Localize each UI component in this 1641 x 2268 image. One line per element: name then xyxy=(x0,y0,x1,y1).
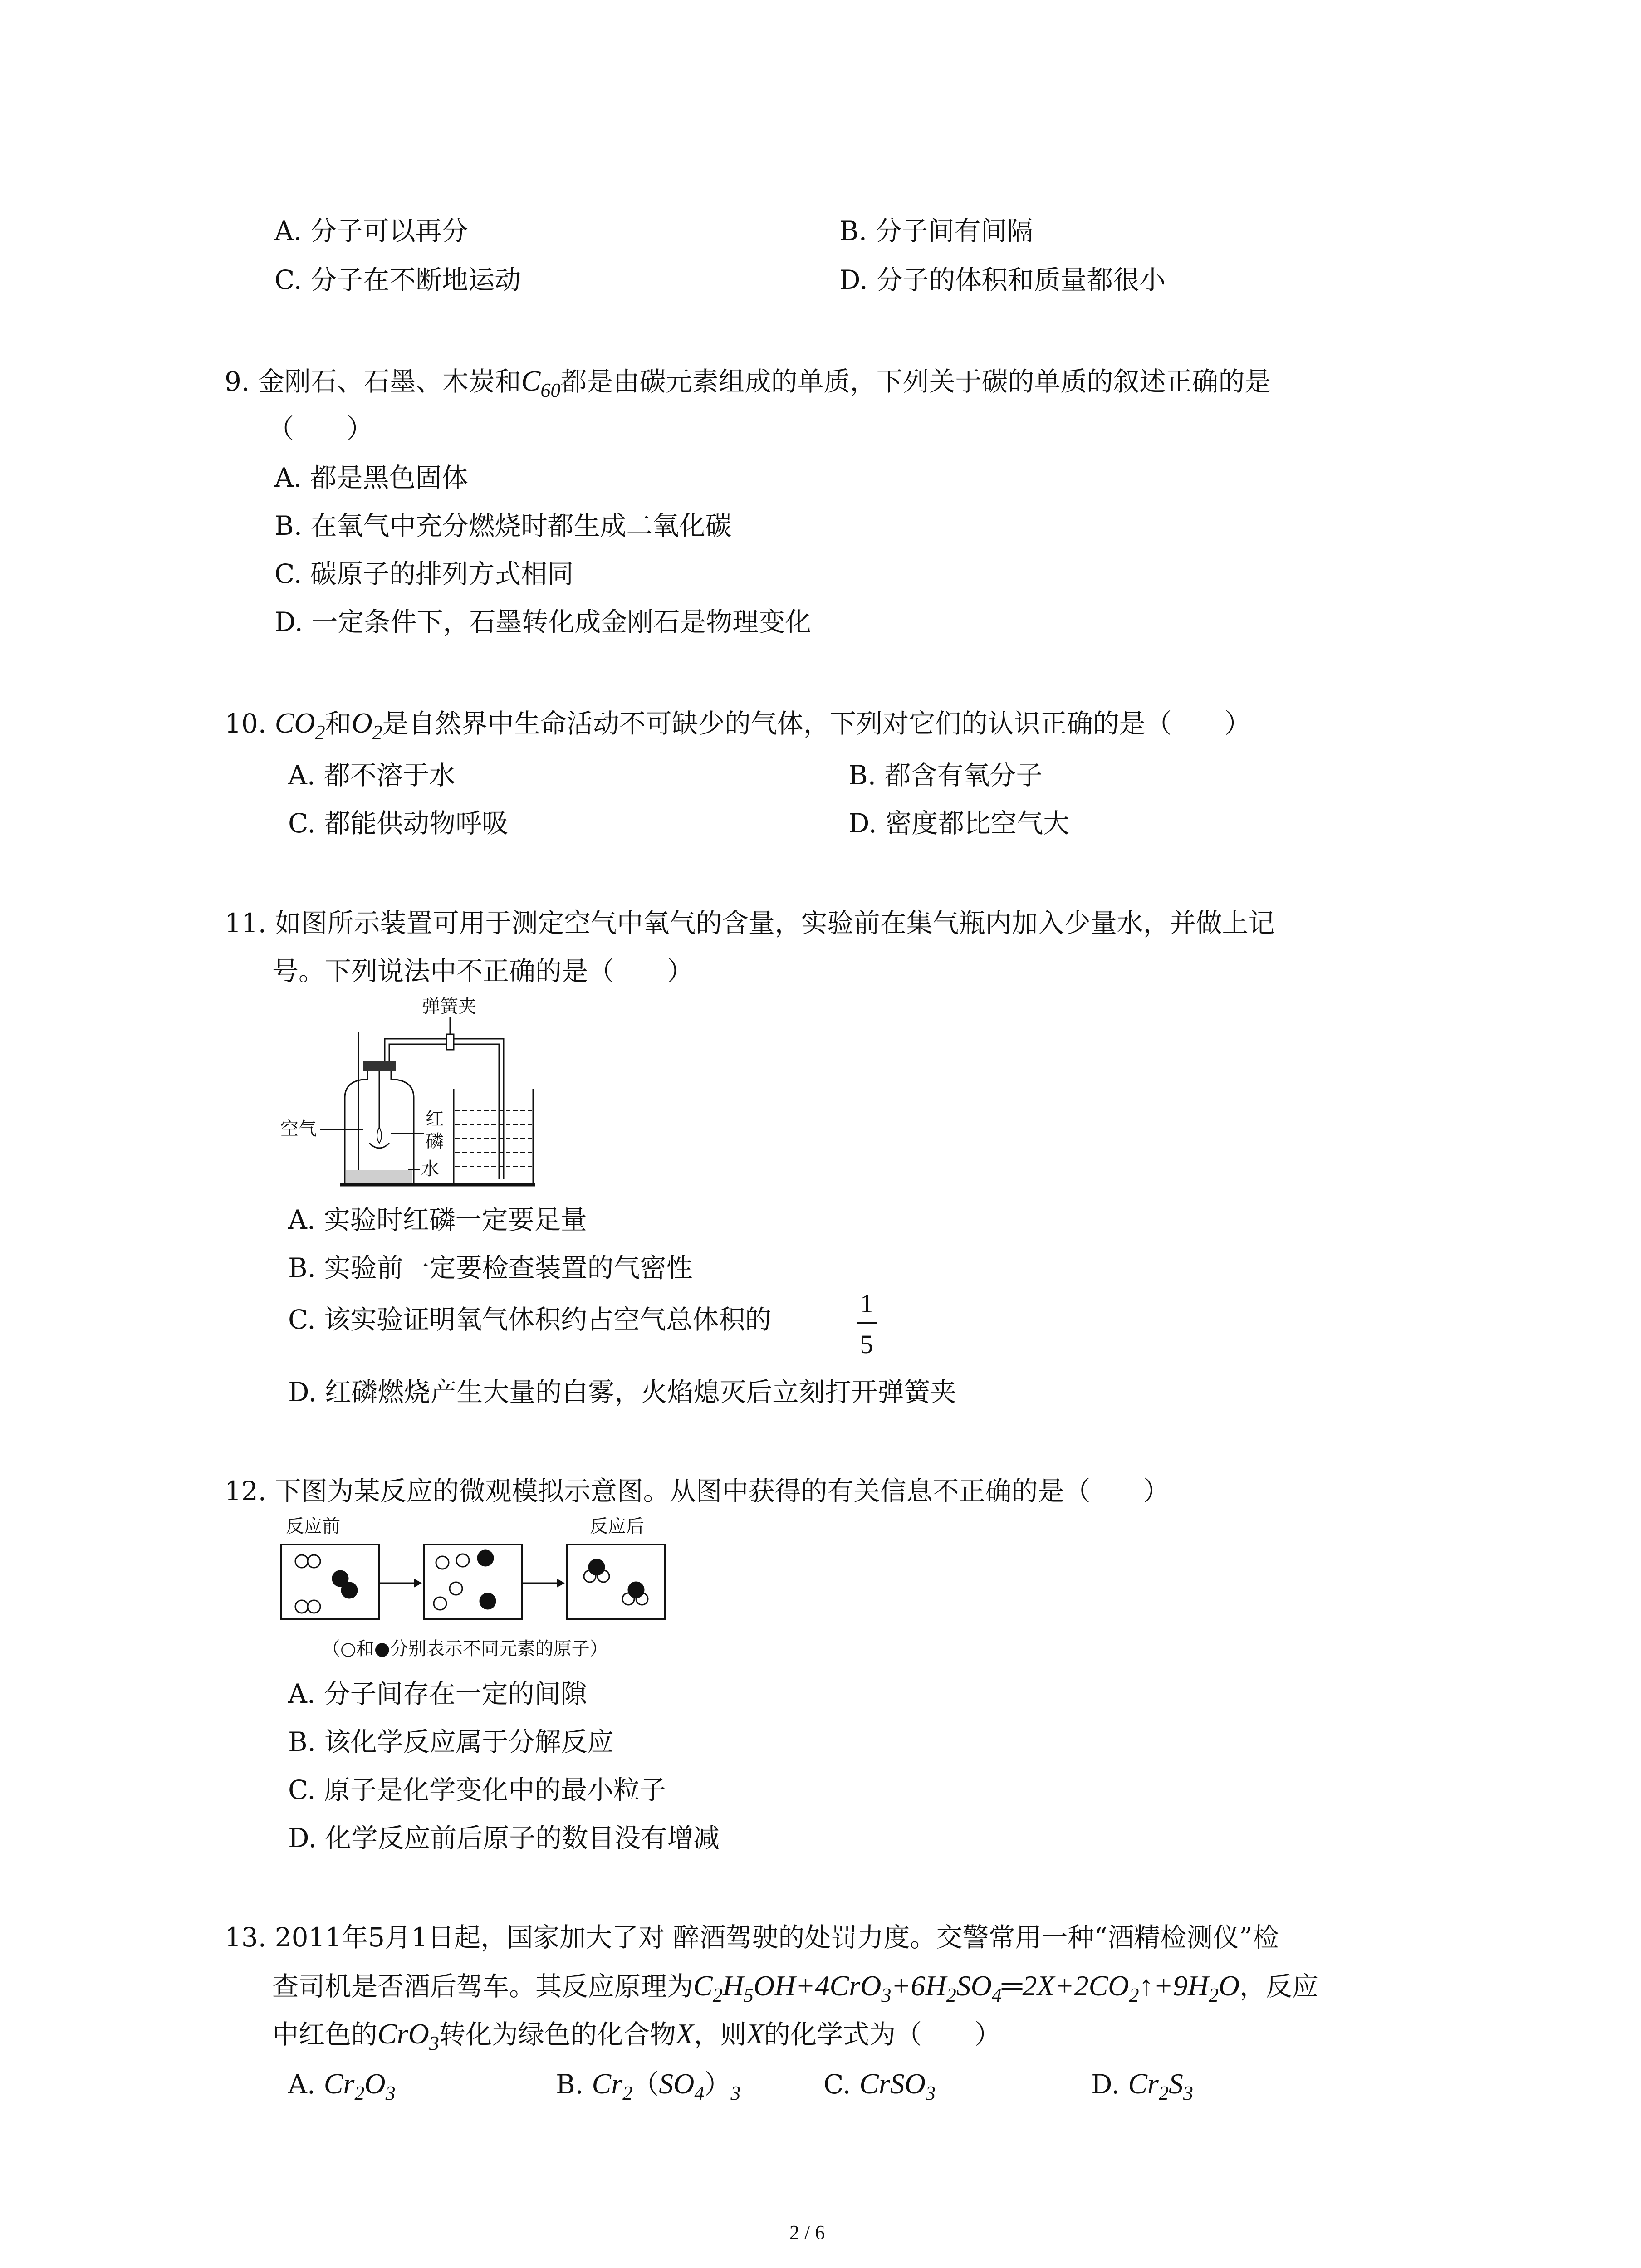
fraction-numerator: 1 xyxy=(860,1289,873,1318)
water-label: 水 xyxy=(421,1158,439,1179)
q9-option-b[interactable]: B. 在氧气中充分燃烧时都生成二氧化碳 xyxy=(274,510,732,541)
q10-stem: 10. $CO_2$和$O_2$是自然界中生命活动不可缺少的气体，下列对它们的认识正确的是（ ） xyxy=(225,707,1251,743)
arrowhead-1 xyxy=(414,1579,422,1588)
q12-option-a[interactable]: A. 分子间存在一定的间隙 xyxy=(288,1678,587,1709)
q12-reaction-figure xyxy=(272,1510,681,1674)
q12-stem: 12. 下图为某反应的微观模拟示意图。从图中获得的有关信息不正确的是（ ） xyxy=(225,1476,1170,1506)
bottle-water xyxy=(346,1170,412,1183)
bottle-stopper xyxy=(363,1061,396,1071)
q13-stem-line3: 中红色的CrO$_3$转化为绿色的化合物X，则X的化学式为（ ） xyxy=(272,2018,1001,2054)
beaker-water xyxy=(455,1110,532,1167)
q10-option-c[interactable]: C. 都能供动物呼吸 xyxy=(288,808,509,839)
q11-stem-line2: 号。下列说法中不正确的是（ ） xyxy=(272,956,694,987)
flame-icon xyxy=(377,1127,382,1143)
intermediate-atoms xyxy=(434,1550,495,1610)
q12-option-d[interactable]: D. 化学反应前后原子的数目没有增减 xyxy=(288,1823,720,1853)
q13-stem-line1: 13. 2011年5月1日起，国家加大了对 醉酒驾驶的处罚力度。交警常用一种“酒精检测仪”检 xyxy=(225,1922,1279,1953)
q10-option-d[interactable]: D. 密度都比空气大 xyxy=(848,808,1070,839)
beaker xyxy=(454,1089,533,1184)
q8-option-c[interactable]: C. 分子在不断地运动 xyxy=(274,264,521,295)
after-box xyxy=(567,1545,665,1619)
q9-answer-blank: （ ） xyxy=(268,413,373,444)
reaction-equation: $C_2H_5OH+4CrO_3+6H_2SO_4═2X+2CO_2↑+9H_2O$ xyxy=(693,1970,1240,2006)
connecting-tube-inner xyxy=(389,1044,499,1179)
figure-caption: （○和●分别表示不同元素的原子） xyxy=(322,1638,608,1659)
q11-stem-line1: 11. 如图所示装置可用于测定空气中氧气的含量，实验前在集气瓶内加入少量水，并做上记 xyxy=(225,908,1275,938)
q13-stem-line2: 查司机是否酒后驾车。其反应原理为$C_2H_5OH+4CrO_3+6H_2SO_4═2X+2CO_2↑+9H_2O$，反应 xyxy=(272,1970,1319,2006)
q8-option-b[interactable]: B. 分子间有间隔 xyxy=(839,215,1034,246)
q12-option-c[interactable]: C. 原子是化学变化中的最小粒子 xyxy=(288,1774,666,1805)
q10-option-a[interactable]: A. 都不溶于水 xyxy=(288,760,456,791)
q11-option-d[interactable]: D. 红磷燃烧产生大量的白雾，火焰熄灭后立刻打开弹簧夹 xyxy=(288,1377,957,1408)
page-number: 2 / 6 xyxy=(789,2221,825,2244)
q13-option-c[interactable]: C. CrSO$_3$ xyxy=(823,2068,936,2104)
fraction-denominator: 5 xyxy=(860,1330,873,1359)
before-label: 反应前 xyxy=(286,1516,340,1537)
connecting-tube-outer xyxy=(385,1039,504,1179)
q13-option-d[interactable]: D. $Cr_2S_3$ xyxy=(1091,2068,1193,2104)
q9-option-d[interactable]: D. 一定条件下，石墨转化成金刚石是物理变化 xyxy=(274,606,812,637)
q11-option-c[interactable]: C. 该实验证明氧气体积约占空气总体积的 xyxy=(288,1304,772,1335)
q13-option-b[interactable]: B. $Cr_2(SO_4)_3$ xyxy=(556,2068,741,2104)
q12-option-b[interactable]: B. 该化学反应属于分解反应 xyxy=(288,1726,614,1757)
red-phosphorus-label-1: 红 xyxy=(426,1109,444,1129)
air-label: 空气 xyxy=(280,1119,317,1139)
q8-option-d[interactable]: D. 分子的体积和质量都很小 xyxy=(839,264,1166,295)
q11-option-b[interactable]: B. 实验前一定要检查装置的气密性 xyxy=(288,1252,693,1283)
q13-option-a[interactable]: A. $Cr_2O_3$ xyxy=(288,2068,396,2104)
q9-option-c[interactable]: C. 碳原子的排列方式相同 xyxy=(274,558,574,589)
clip-label: 弹簧夹 xyxy=(422,996,476,1017)
red-phosphorus-label-2: 磷 xyxy=(426,1131,444,1152)
after-label: 反应后 xyxy=(590,1516,644,1537)
spring-clip xyxy=(446,1034,454,1050)
q11-apparatus-figure xyxy=(272,989,554,1202)
after-molecules xyxy=(584,1559,648,1605)
arrowhead-2 xyxy=(557,1579,565,1588)
before-molecules xyxy=(295,1555,357,1613)
q10-option-b[interactable]: B. 都含有氧分子 xyxy=(848,760,1043,791)
q8-option-a[interactable]: A. 分子可以再分 xyxy=(274,215,468,246)
q9-option-a[interactable]: A. 都是黑色固体 xyxy=(274,462,468,493)
q9-stem: 9. 金刚石、石墨、木炭和$C_{60}$都是由碳元素组成的单质，下列关于碳的单质的叙述正确的是 xyxy=(225,365,1271,401)
q11-option-a[interactable]: A. 实验时红磷一定要足量 xyxy=(288,1204,587,1235)
fraction-bar xyxy=(857,1322,877,1324)
